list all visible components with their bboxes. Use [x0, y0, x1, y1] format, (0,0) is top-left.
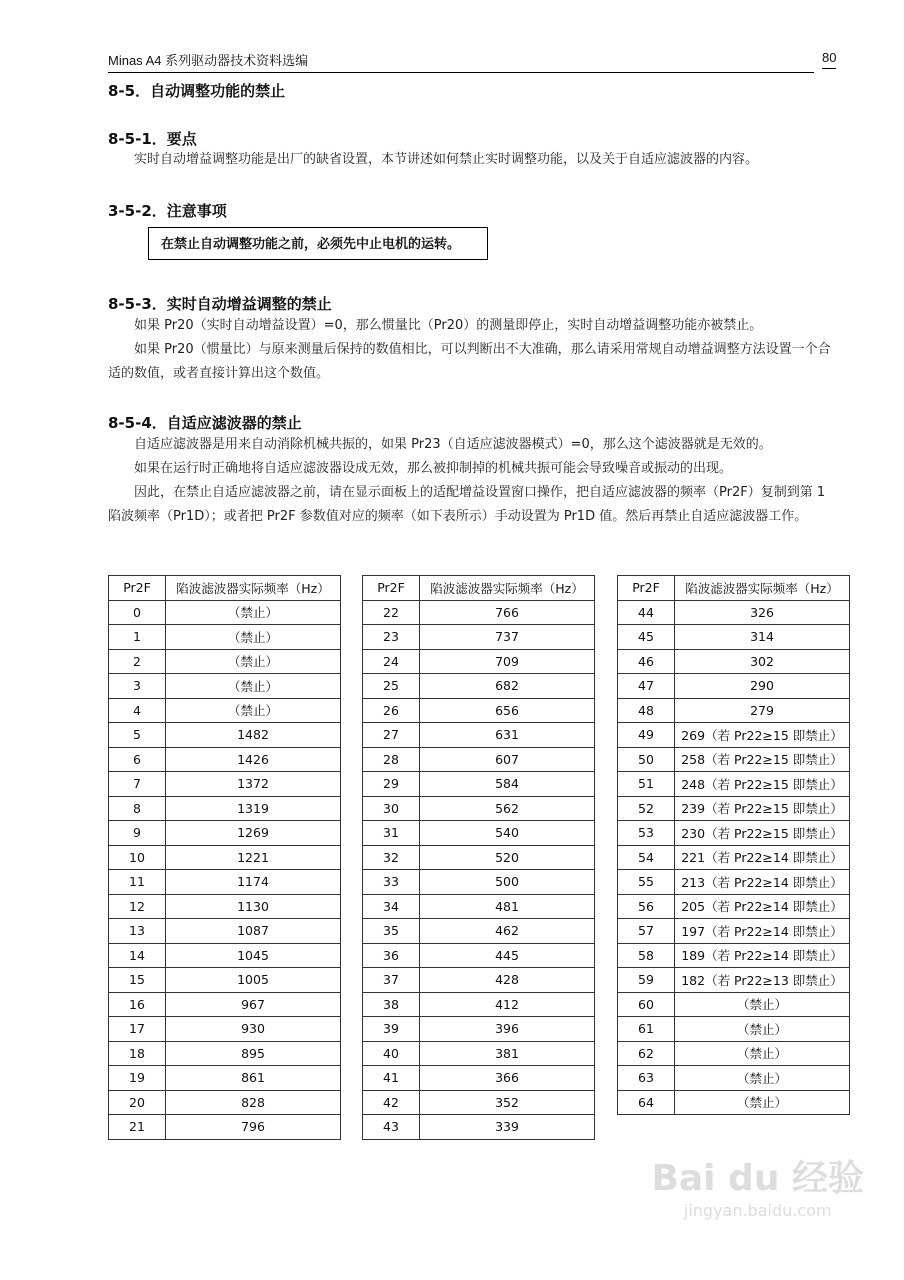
pr2f-cell: 44	[618, 600, 675, 625]
pr2f-cell: 58	[618, 943, 675, 968]
pr2f-cell: 40	[363, 1041, 420, 1066]
pr2f-cell: 64	[618, 1090, 675, 1115]
pr2f-cell: 5	[109, 723, 166, 748]
table-row	[618, 943, 850, 968]
frequency-cell: （禁止）	[166, 698, 341, 723]
frequency-cell: 562	[420, 796, 595, 821]
table-row	[618, 625, 850, 650]
frequency-cell: 326	[675, 600, 850, 625]
table-row	[618, 600, 850, 625]
table-row	[109, 674, 341, 699]
watermark-url: jingyan.baidu.com	[683, 1201, 832, 1220]
frequency-cell: 1269	[166, 821, 341, 846]
frequency-cell: （禁止）	[675, 992, 850, 1017]
table-row	[109, 1115, 341, 1140]
pr2f-cell: 54	[618, 845, 675, 870]
frequency-cell: 1372	[166, 772, 341, 797]
pr2f-cell: 10	[109, 845, 166, 870]
pr2f-cell: 14	[109, 943, 166, 968]
pr2f-cell: 61	[618, 1017, 675, 1042]
table-row	[363, 649, 595, 674]
table-row	[109, 698, 341, 723]
frequency-cell: 302	[675, 649, 850, 674]
section-heading-8-5-1: 8-5-1．要点	[108, 130, 197, 148]
table-row	[363, 747, 595, 772]
pr2f-cell: 41	[363, 1066, 420, 1091]
frequency-cell: 462	[420, 919, 595, 944]
frequency-cell: 445	[420, 943, 595, 968]
frequency-cell: 248（若 Pr22≥15 即禁止）	[675, 772, 850, 797]
pr2f-cell: 43	[363, 1115, 420, 1140]
pr2f-cell: 13	[109, 919, 166, 944]
pr2f-cell: 16	[109, 992, 166, 1017]
pr2f-cell: 56	[618, 894, 675, 919]
table-row	[363, 1115, 595, 1140]
pr2f-cell: 0	[109, 600, 166, 625]
frequency-cell: 1005	[166, 968, 341, 993]
table-row	[109, 1041, 341, 1066]
frequency-cell: 339	[420, 1115, 595, 1140]
table-row	[109, 968, 341, 993]
table-row	[618, 723, 850, 748]
pr2f-cell: 60	[618, 992, 675, 1017]
frequency-cell: 607	[420, 747, 595, 772]
baidu-watermark	[651, 1150, 864, 1220]
frequency-cell: 500	[420, 870, 595, 895]
frequency-cell: 1130	[166, 894, 341, 919]
pr2f-cell: 12	[109, 894, 166, 919]
table-header-row	[618, 576, 850, 601]
frequency-cell: 381	[420, 1041, 595, 1066]
frequency-cell: 366	[420, 1066, 595, 1091]
frequency-cell: （禁止）	[675, 1090, 850, 1115]
table-header-row	[363, 576, 595, 601]
frequency-cell: 631	[420, 723, 595, 748]
section-heading-8-5-3: 8-5-3．实时自动增益调整的禁止	[108, 295, 332, 313]
frequency-cell: 682	[420, 674, 595, 699]
table-row	[363, 992, 595, 1017]
pr2f-cell: 18	[109, 1041, 166, 1066]
table-row	[618, 845, 850, 870]
frequency-table-3	[617, 575, 850, 1115]
table-row	[363, 968, 595, 993]
frequency-cell: 221（若 Pr22≥14 即禁止）	[675, 845, 850, 870]
pr2f-cell: 51	[618, 772, 675, 797]
pr2f-cell: 37	[363, 968, 420, 993]
table-row	[363, 894, 595, 919]
table-row	[363, 943, 595, 968]
frequency-table-2	[362, 575, 595, 1140]
table-row	[618, 992, 850, 1017]
pr2f-cell: 3	[109, 674, 166, 699]
pr2f-cell: 6	[109, 747, 166, 772]
table-row	[618, 968, 850, 993]
frequency-cell: 709	[420, 649, 595, 674]
watermark-logo: Bai du 经验	[651, 1158, 864, 1199]
table-row	[363, 1066, 595, 1091]
pr2f-cell: 63	[618, 1066, 675, 1091]
table-row	[618, 1041, 850, 1066]
table-row	[363, 772, 595, 797]
frequency-cell: 1482	[166, 723, 341, 748]
paragraph: 自适应滤波器是用来自动消除机械共振的，如果 Pr23（自适应滤波器模式）=0，那么这个滤波器就是无效的。	[134, 437, 772, 452]
frequency-cell: 189（若 Pr22≥14 即禁止）	[675, 943, 850, 968]
table-row	[109, 870, 341, 895]
table-row	[363, 1041, 595, 1066]
page-number: 80	[822, 50, 836, 69]
frequency-cell: （禁止）	[166, 625, 341, 650]
frequency-cell: 258（若 Pr22≥15 即禁止）	[675, 747, 850, 772]
table-header-row	[109, 576, 341, 601]
frequency-cell: 陷波滤波器实际频率（Hz）	[420, 576, 595, 601]
pr2f-cell: 38	[363, 992, 420, 1017]
pr2f-cell: 9	[109, 821, 166, 846]
frequency-cell: 1426	[166, 747, 341, 772]
table-row	[618, 698, 850, 723]
pr2f-cell: 24	[363, 649, 420, 674]
pr2f-cell: 8	[109, 796, 166, 821]
pr2f-cell: 7	[109, 772, 166, 797]
paragraph: 实时自动增益调整功能是出厂的缺省设置，本节讲述如何禁止实时调整功能，以及关于自适应滤波器的内容。	[134, 152, 759, 167]
frequency-cell: 584	[420, 772, 595, 797]
pr2f-cell: 36	[363, 943, 420, 968]
pr2f-cell: 50	[618, 747, 675, 772]
pr2f-cell: 17	[109, 1017, 166, 1042]
frequency-cell: 182（若 Pr22≥13 即禁止）	[675, 968, 850, 993]
pr2f-cell: 39	[363, 1017, 420, 1042]
frequency-cell: 828	[166, 1090, 341, 1115]
frequency-cell: 737	[420, 625, 595, 650]
frequency-cell: 656	[420, 698, 595, 723]
table-row	[363, 723, 595, 748]
table-row	[109, 747, 341, 772]
table-row	[363, 1017, 595, 1042]
frequency-cell: 1174	[166, 870, 341, 895]
frequency-cell: 1087	[166, 919, 341, 944]
table-row	[618, 1017, 850, 1042]
frequency-cell: 269（若 Pr22≥15 即禁止）	[675, 723, 850, 748]
pr2f-cell: 27	[363, 723, 420, 748]
frequency-cell: 967	[166, 992, 341, 1017]
frequency-cell: （禁止）	[675, 1066, 850, 1091]
frequency-cell: 213（若 Pr22≥14 即禁止）	[675, 870, 850, 895]
frequency-cell: 481	[420, 894, 595, 919]
table-row	[618, 674, 850, 699]
frequency-cell: 陷波滤波器实际频率（Hz）	[675, 576, 850, 601]
frequency-cell: 1045	[166, 943, 341, 968]
section-heading-8-5-4: 8-5-4．自适应滤波器的禁止	[108, 414, 302, 432]
table-row	[363, 870, 595, 895]
table-row	[618, 747, 850, 772]
pr2f-cell: 62	[618, 1041, 675, 1066]
pr2f-cell: 19	[109, 1066, 166, 1091]
frequency-cell: 1221	[166, 845, 341, 870]
frequency-table-1	[108, 575, 341, 1140]
table-row	[618, 649, 850, 674]
frequency-cell: 861	[166, 1066, 341, 1091]
pr2f-cell: 32	[363, 845, 420, 870]
table-row	[363, 625, 595, 650]
table-row	[109, 821, 341, 846]
pr2f-cell: 15	[109, 968, 166, 993]
pr2f-cell: 22	[363, 600, 420, 625]
frequency-cell: 520	[420, 845, 595, 870]
frequency-cell: 412	[420, 992, 595, 1017]
table-row	[109, 992, 341, 1017]
frequency-cell: （禁止）	[675, 1041, 850, 1066]
table-row	[109, 943, 341, 968]
frequency-cell: 540	[420, 821, 595, 846]
pr2f-cell: 30	[363, 796, 420, 821]
frequency-cell: （禁止）	[166, 600, 341, 625]
frequency-cell: 314	[675, 625, 850, 650]
table-row	[363, 796, 595, 821]
frequency-cell: 930	[166, 1017, 341, 1042]
paragraph: 如果 Pr20（惯量比）与原来测量后保持的数值相比，可以判断出不大准确，那么请采用常规自动增益调整方法设置一个合适的数值，或者直接计算出这个数值。	[108, 342, 831, 381]
frequency-cell: 1319	[166, 796, 341, 821]
frequency-cell: 205（若 Pr22≥14 即禁止）	[675, 894, 850, 919]
table-row	[363, 698, 595, 723]
frequency-cell: 279	[675, 698, 850, 723]
pr2f-cell: 47	[618, 674, 675, 699]
pr2f-cell: 48	[618, 698, 675, 723]
table-row	[618, 1090, 850, 1115]
pr2f-cell: 29	[363, 772, 420, 797]
table-row	[618, 894, 850, 919]
table-row	[363, 821, 595, 846]
pr2f-cell: 49	[618, 723, 675, 748]
pr2f-cell: 11	[109, 870, 166, 895]
table-row	[363, 674, 595, 699]
table-row	[363, 1090, 595, 1115]
table-row	[618, 796, 850, 821]
table-row	[618, 1066, 850, 1091]
pr2f-cell: 1	[109, 625, 166, 650]
pr2f-cell: 31	[363, 821, 420, 846]
pr2f-cell: 28	[363, 747, 420, 772]
table-row	[109, 649, 341, 674]
pr2f-cell: 21	[109, 1115, 166, 1140]
pr2f-cell: Pr2F	[363, 576, 420, 601]
pr2f-cell: 52	[618, 796, 675, 821]
frequency-cell: 陷波滤波器实际频率（Hz）	[166, 576, 341, 601]
table-row	[109, 772, 341, 797]
table-row	[363, 600, 595, 625]
section-heading-3-5-2: 3-5-2．注意事项	[108, 202, 227, 220]
frequency-cell: 766	[420, 600, 595, 625]
paragraph: 如果 Pr20（实时自动增益设置）=0，那么惯量比（Pr20）的测量即停止，实时自动增益调整功能亦被禁止。	[134, 318, 763, 333]
paragraph: 因此，在禁止自适应滤波器之前，请在显示面板上的适配增益设置窗口操作，把自适应滤波器的频率（Pr2F）复制到第 1 陷波频率（Pr1D）；或者把 Pr2F 参数值对应的频率（如下表所示）手动设置为 Pr1D 值。然后再禁止自适应滤波器工作。	[108, 485, 826, 524]
paragraph: 如果在运行时正确地将自适应滤波器设成无效，那么被抑制掉的机械共振可能会导致噪音或振动的出现。	[134, 461, 733, 476]
pr2f-cell: 25	[363, 674, 420, 699]
table-row	[618, 919, 850, 944]
section-heading-8-5: 8-5．自动调整功能的禁止	[108, 82, 286, 100]
running-header: Minas A4 系列驱动器技术资料选编	[108, 50, 814, 73]
frequency-cell: 197（若 Pr22≥14 即禁止）	[675, 919, 850, 944]
pr2f-cell: 55	[618, 870, 675, 895]
table-row	[109, 1066, 341, 1091]
table-row	[109, 1090, 341, 1115]
pr2f-cell: 4	[109, 698, 166, 723]
pr2f-cell: 46	[618, 649, 675, 674]
table-row	[363, 919, 595, 944]
frequency-cell: （禁止）	[675, 1017, 850, 1042]
table-row	[363, 845, 595, 870]
table-row	[109, 845, 341, 870]
pr2f-cell: 33	[363, 870, 420, 895]
pr2f-cell: 59	[618, 968, 675, 993]
table-row	[109, 625, 341, 650]
frequency-cell: 239（若 Pr22≥15 即禁止）	[675, 796, 850, 821]
pr2f-cell: 42	[363, 1090, 420, 1115]
frequency-cell: 352	[420, 1090, 595, 1115]
frequency-cell: 230（若 Pr22≥15 即禁止）	[675, 821, 850, 846]
pr2f-cell: 45	[618, 625, 675, 650]
pr2f-cell: Pr2F	[618, 576, 675, 601]
frequency-cell: 796	[166, 1115, 341, 1140]
pr2f-cell: 23	[363, 625, 420, 650]
frequency-cell: 428	[420, 968, 595, 993]
pr2f-cell: 20	[109, 1090, 166, 1115]
table-row	[109, 600, 341, 625]
frequency-cell: 290	[675, 674, 850, 699]
pr2f-cell: 57	[618, 919, 675, 944]
table-row	[109, 894, 341, 919]
pr2f-cell: 34	[363, 894, 420, 919]
pr2f-cell: 26	[363, 698, 420, 723]
pr2f-cell: 35	[363, 919, 420, 944]
pr2f-cell: 2	[109, 649, 166, 674]
table-row	[618, 870, 850, 895]
table-row	[109, 796, 341, 821]
table-row	[109, 919, 341, 944]
table-row	[109, 1017, 341, 1042]
pr2f-cell: 53	[618, 821, 675, 846]
pr2f-cell: Pr2F	[109, 576, 166, 601]
table-row	[109, 723, 341, 748]
frequency-cell: 895	[166, 1041, 341, 1066]
frequency-cell: （禁止）	[166, 674, 341, 699]
frequency-cell: 396	[420, 1017, 595, 1042]
table-row	[618, 821, 850, 846]
frequency-cell: （禁止）	[166, 649, 341, 674]
warning-note-box: 在禁止自动调整功能之前，必须先中止电机的运转。	[148, 227, 488, 260]
table-row	[618, 772, 850, 797]
